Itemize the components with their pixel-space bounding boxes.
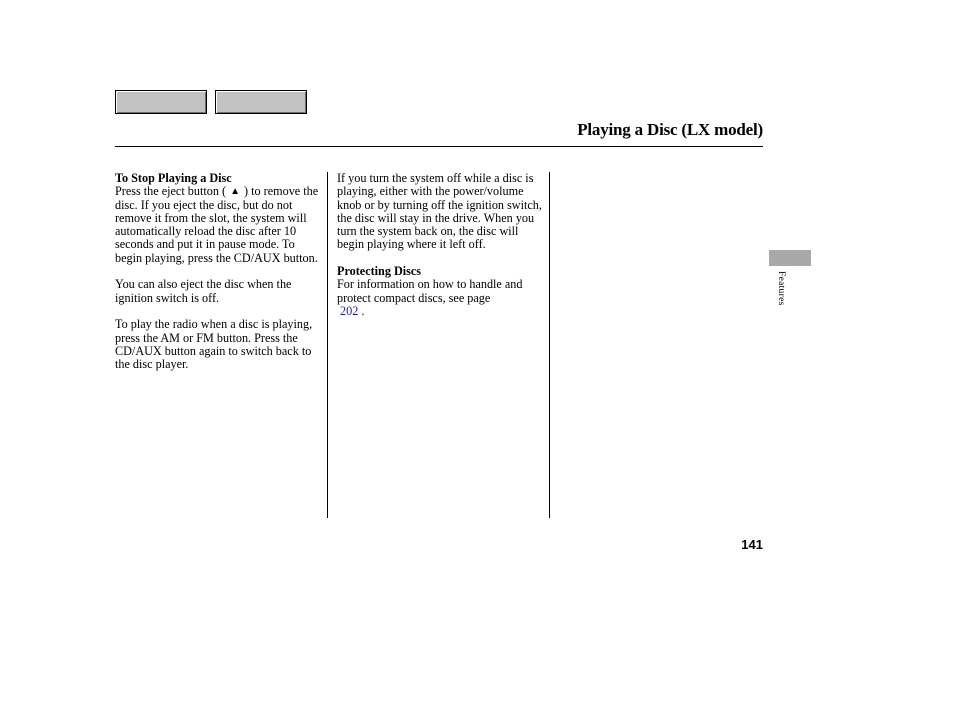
body-text: ) to remove the disc. If you eject the disc, but do not remove it from the slot, the system will automatically reload the disc after 10 seconds and put it in pause mode. To begin playing, press the CD/AUX button. xyxy=(115,184,319,265)
stop-section xyxy=(115,172,323,265)
page-link-202[interactable]: 202 xyxy=(340,303,359,318)
header-divider xyxy=(115,146,763,147)
page-title: Playing a Disc (LX model) xyxy=(577,120,763,139)
left-column xyxy=(115,172,323,385)
eject-icon: ▲ xyxy=(230,186,240,198)
nav-button-next[interactable] xyxy=(215,90,307,114)
body-paragraph: You can also eject the disc when the ignition switch is off. xyxy=(115,277,292,305)
body-text: . xyxy=(361,303,365,318)
nav-button-previous[interactable] xyxy=(115,90,207,114)
page-number: 141 xyxy=(741,537,763,552)
column-divider xyxy=(549,172,550,518)
section-heading-protect: Protecting Discs xyxy=(337,264,422,279)
body-paragraph: To play the radio when a disc is playing, press the AM or FM button. Press the CD/AUX button again to switch back to the disc player. xyxy=(115,317,313,372)
section-tab-label: Features xyxy=(776,271,786,306)
protect-section xyxy=(337,265,543,318)
middle-column xyxy=(337,172,543,332)
body-paragraph: If you turn the system off while a disc is playing, either with the power/volume knob or by turning off the ignition switch, the disc will stay in the drive. When you turn the system back on, the disc will begin playing where it left off. xyxy=(337,171,542,252)
body-text: For information on how to handle and protect compact discs, see page xyxy=(337,277,523,305)
section-tab xyxy=(769,250,811,266)
column-divider xyxy=(327,172,328,518)
section-heading-stop: To Stop Playing a Disc xyxy=(115,171,232,185)
body-text: Press the eject button ( xyxy=(115,184,227,199)
